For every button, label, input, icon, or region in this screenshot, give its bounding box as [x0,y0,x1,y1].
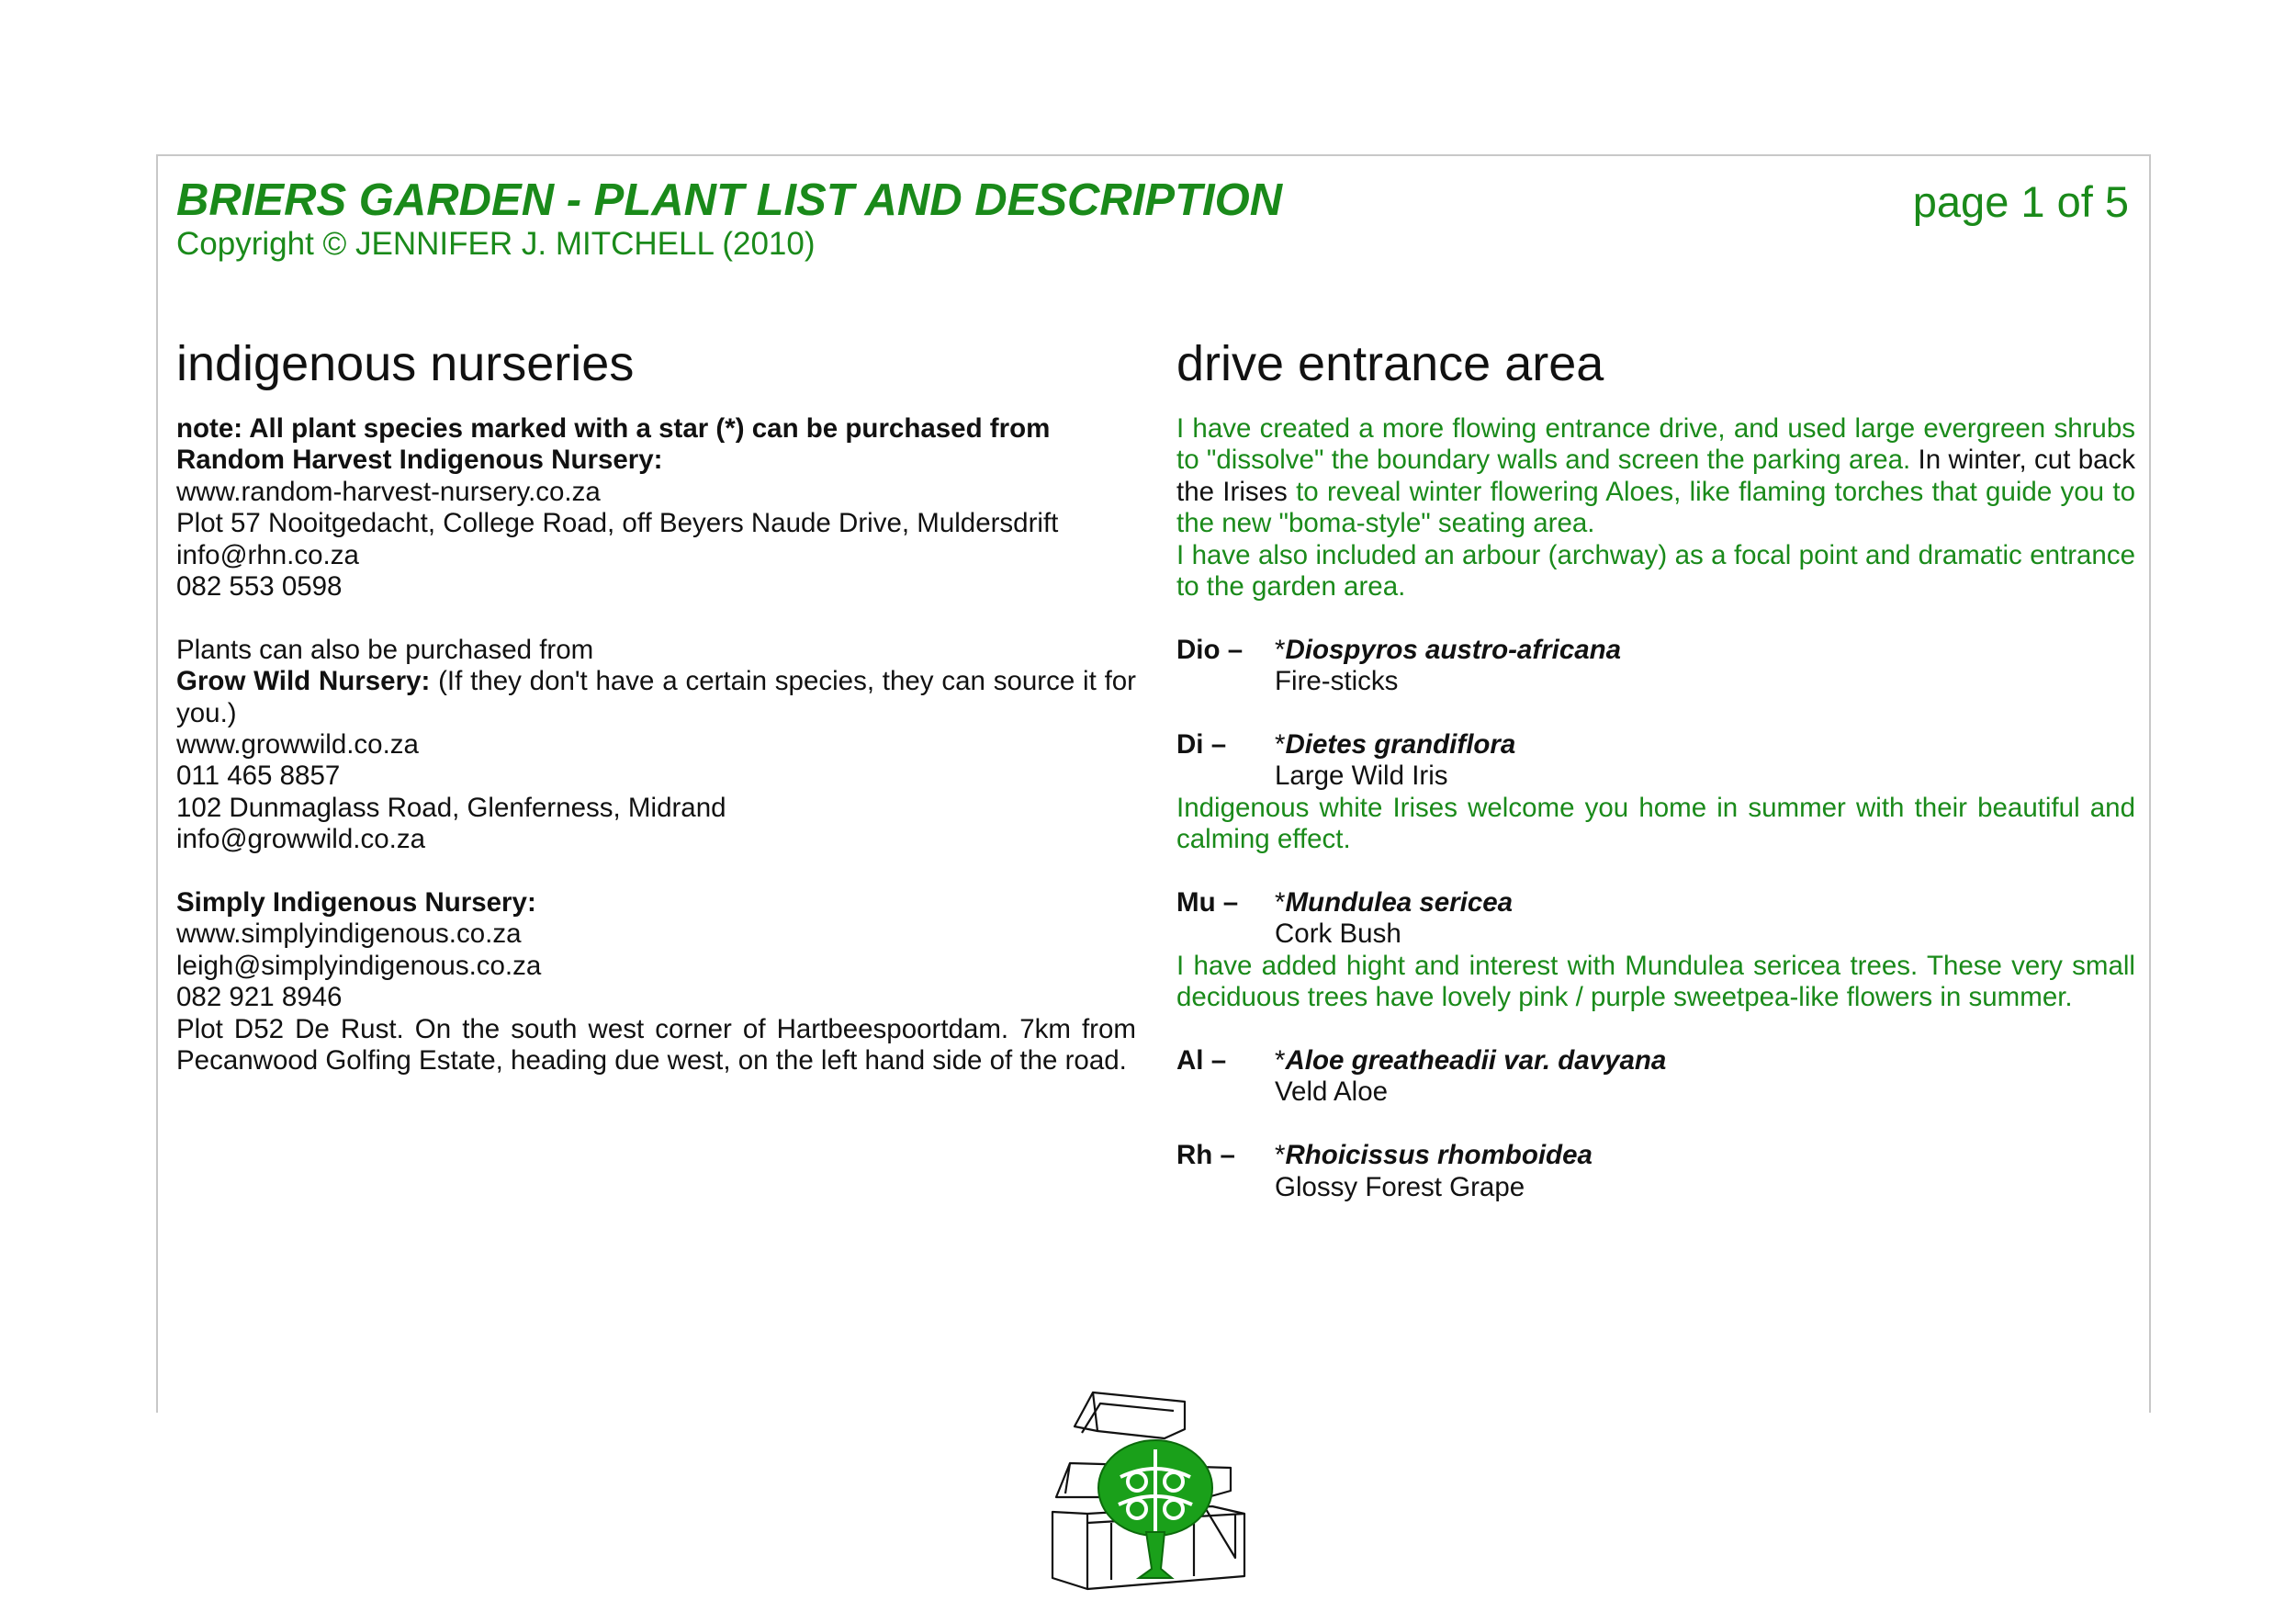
plant-scientific-name: *Aloe greatheadii var. davyana [1275,1045,1667,1076]
nurseries-heading: indigenous nurseries [176,336,635,391]
gw-phone: 011 465 8857 [176,761,341,792]
intro-part2: In winter, cut back the Irises [1176,445,2136,507]
plant-description: I have added hight and interest with Mundulea sericea trees. These very small deciduous trees have lovely pink / purple sweetpea-like flowers in summer. [1176,950,2135,1013]
star-note-line1: note: All plant species marked with a star (*) can be purchased from [176,413,1051,444]
gw-address: 102 Dunmaglass Road, Glenferness, Midrand [176,792,726,823]
plant-common-name: Cork Bush [1275,919,1401,950]
plant-entry [1176,1140,2135,1203]
gw-description [176,666,1136,729]
plant-entry [1176,635,2135,698]
document-title: BRIERS GARDEN - PLANT LIST AND DESCRIPTION [176,175,1283,225]
plant-scientific-name: *Dietes grandiflora [1275,729,1516,761]
plant-common-name: Glossy Forest Grape [1275,1171,1525,1202]
plant-entry [1176,729,2135,793]
rh-address: Plot 57 Nooitgedacht, College Road, off Beyers Naude Drive, Muldersdrift [176,508,1059,539]
rh-phone: 082 553 0598 [176,571,343,603]
plant-common-name: Veld Aloe [1275,1076,1389,1108]
plant-common-name: Fire-sticks [1275,666,1399,697]
page-number: page 1 of 5 [1912,177,2129,226]
gw-name: Grow Wild Nursery: [176,666,431,697]
rh-website-link[interactable]: www.random-harvest-nursery.co.za [176,476,601,507]
plant-code: Al – [1176,1045,1227,1076]
plant-code: Mu – [1176,887,1239,919]
plant-code: Rh – [1176,1140,1235,1171]
drive-entrance-heading: drive entrance area [1176,336,1604,391]
plant-common-name: Large Wild Iris [1275,761,1448,792]
drive-intro-paragraph [1176,413,2135,540]
intro-part3: to reveal winter flowering Aloes, like flaming torches that guide you to the new "boma-style" seating area. [1176,476,2135,539]
si-name: Simply Indigenous Nursery: [176,887,536,919]
gw-website-link[interactable]: www.growwild.co.za [176,729,419,761]
arbour-paragraph: I have also included an arbour (archway) as a focal point and dramatic entrance to the garden area. [1176,539,2135,603]
also-purchase-text: Plants can also be purchased from [176,634,594,665]
rh-email-link[interactable]: info@rhn.co.za [176,539,359,570]
drive-entrance-column [1176,332,2135,1203]
nurseries-column [176,332,1136,1077]
si-website-link[interactable]: www.simplyindigenous.co.za [176,919,522,950]
plant-code: Dio – [1176,634,1244,665]
gw-desc-text: (If they don't have a certain species, they can source it for you.) [176,666,1137,728]
plant-entry [1176,887,2135,951]
si-email-link[interactable]: leigh@simplyindigenous.co.za [176,950,542,981]
gw-email-link[interactable]: info@growwild.co.za [176,824,425,855]
plant-code: Di – [1176,729,1227,761]
intro-part1: I have created a more flowing entrance drive, and used large evergreen shrubs to "dissolve" the boundary walls and screen the parking area. [1176,413,2135,476]
si-phone: 082 921 8946 [176,982,343,1013]
copyright-notice: Copyright © JENNIFER J. MITCHELL (2010) [176,226,816,262]
plant-scientific-name: *Mundulea sericea [1275,887,1514,919]
plant-entry [1176,1045,2135,1109]
plant-description: Indigenous white Irises welcome you home in summer with their beautiful and calming effect. [1176,792,2135,855]
si-address: Plot D52 De Rust. On the south west corner of Hartbeespoortdam. 7km from Pecanwood Golfing Estate, heading due west, on the left hand side of the road. [176,1013,1136,1076]
plant-scientific-name: *Rhoicissus rhomboidea [1275,1140,1593,1171]
star-note-line2: Random Harvest Indigenous Nursery: [176,445,663,476]
plant-scientific-name: *Diospyros austro-africana [1275,634,1622,665]
garden-logo-icon [1047,1385,1267,1592]
